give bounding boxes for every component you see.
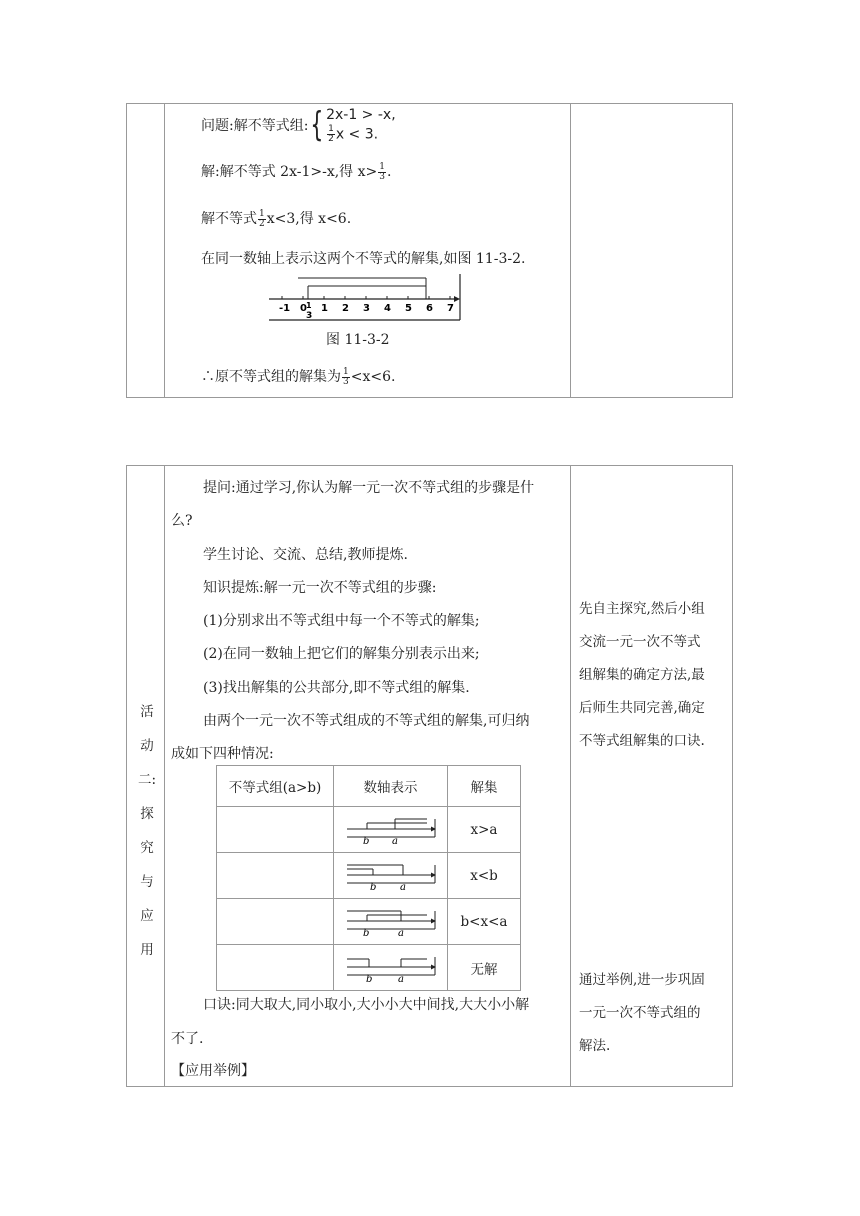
svg-text:a: a (397, 973, 404, 983)
step-3: (3)找出解集的公共部分,即不等式组的解集. (203, 680, 470, 696)
table-row (217, 807, 521, 853)
tick-label: 6 (426, 303, 433, 314)
activity-label: 活动 二: 探究 与 应用 (137, 704, 157, 958)
table-1 (126, 103, 733, 398)
knowledge-heading: 知识提炼:解一元一次不等式组的步骤: (203, 580, 437, 596)
question-line-1: 提问:通过学习,你认为解一元一次不等式组的步骤是什 (203, 480, 535, 496)
case-diagram-between (343, 907, 439, 937)
table-1-label-column (127, 104, 165, 397)
system-line-1: 2x-1 > -x, (326, 106, 396, 123)
tick-label: 2 (342, 303, 349, 314)
header-numberline: 数轴表示 (334, 766, 448, 807)
svg-text:a: a (391, 835, 398, 845)
tick-label: 0 (300, 303, 307, 314)
solution-step-2: 解不等式 $\frac{1}{2}$ x<3,得 x<6. (201, 208, 352, 229)
tick-label: 1 (321, 303, 328, 314)
table-2 (126, 465, 733, 1087)
third-label-num: 1 (306, 301, 312, 310)
numberline-description: 在同一数轴上表示这两个不等式的解集,如图 11-3-2. (201, 251, 526, 267)
third-label-den: 3 (306, 311, 313, 321)
svg-text:a: a (397, 927, 404, 937)
table-row (217, 853, 521, 899)
solution-cell: x>a (448, 807, 521, 853)
figure-caption: 图 11-3-2 (326, 332, 390, 348)
svg-text:b: b (365, 973, 372, 983)
cases-line-1: 由两个一元一次不等式组成的不等式组的解集,可归纳 (203, 713, 530, 729)
mnemonic-line-2: 不了. (171, 1031, 204, 1047)
table-row (217, 899, 521, 945)
problem-label: 问题:解不等式组: (201, 118, 309, 134)
table-1-divider (570, 104, 571, 397)
system-line-2: $\frac{1}{2}$ x < 3. (328, 123, 379, 144)
problem-statement (201, 104, 396, 146)
case-diagram-none (343, 953, 439, 983)
discussion-text: 学生讨论、交流、总结,教师提炼. (203, 547, 408, 563)
cases-table (216, 765, 521, 991)
svg-text:a: a (399, 881, 406, 891)
svg-text:b: b (362, 835, 369, 845)
table-row (217, 945, 521, 991)
mnemonic-line-1: 口诀:同大取大,同小取小,大小小大中间找,大大小小解 (203, 997, 530, 1013)
tick-label: 3 (363, 303, 370, 314)
solution-cell: x<b (448, 853, 521, 899)
conclusion: ∴原不等式组的解集为 $\frac{1}{3}$ <x<6. (201, 366, 396, 387)
tick-label: 4 (384, 303, 391, 314)
case-diagram-less (343, 861, 439, 891)
solution-cell: b<x<a (448, 899, 521, 945)
solution-cell: 无解 (448, 945, 521, 991)
tick-label: 5 (405, 303, 412, 314)
solution-step-1: 解:解不等式 2x-1>-x,得 x> $\frac{1}{3}$ . (201, 161, 392, 182)
header-inequality: 不等式组(a>b) (217, 766, 334, 807)
inequality-system (326, 106, 396, 145)
cases-line-2: 成如下四种情况: (171, 746, 274, 762)
svg-text:b: b (369, 881, 376, 891)
question-line-2: 么? (171, 513, 193, 529)
right-note-1: 先自主探究,然后小组 交流一元一次不等式 组解集的确定方法,最 后师生共同完善,确定 不等式组解集的口诀. (579, 601, 705, 749)
tick-label: -1 (279, 303, 291, 314)
tick-label: 7 (447, 303, 454, 314)
step-2: (2)在同一数轴上把它们的解集分别表示出来; (203, 646, 480, 662)
step-1: (1)分别求出不等式组中每一个不等式的解集; (203, 613, 480, 629)
example-header: 【应用举例】 (171, 1063, 255, 1079)
table-2-divider (570, 466, 571, 1086)
brace-icon: { (310, 105, 324, 145)
case-diagram-greater (343, 815, 439, 845)
right-note-2: 通过举例,进一步巩固 一元一次不等式组的 解法. (579, 972, 705, 1054)
header-solution: 解集 (448, 766, 521, 807)
table-header-row (217, 766, 521, 807)
number-line-figure (268, 272, 468, 324)
svg-text:b: b (362, 927, 369, 937)
